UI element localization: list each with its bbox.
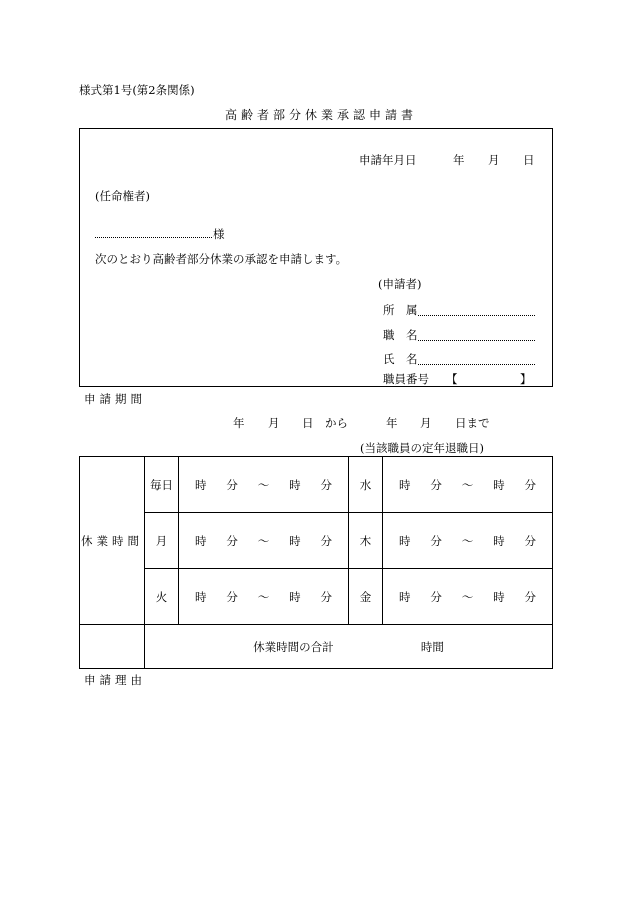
day-label: 火 <box>145 569 179 625</box>
time-range-cell[interactable]: 時 分 〜 時 分 <box>179 569 349 625</box>
period-to-year: 年 <box>386 416 398 430</box>
honorific: 様 <box>213 227 225 241</box>
application-date-day: 日 <box>523 153 535 167</box>
application-date-label: 申請年月日 <box>359 153 417 167</box>
hours-row-label: 休業時間 <box>80 457 145 625</box>
appointer-name-line[interactable] <box>95 237 212 238</box>
time-range-cell[interactable]: 時 分 〜 時 分 <box>179 513 349 569</box>
affiliation-label: 所 属 <box>383 303 418 317</box>
period-from-suffix: から <box>325 416 348 430</box>
period-from-month: 月 <box>268 416 280 430</box>
total-cell[interactable] <box>145 625 553 669</box>
period-from-year: 年 <box>233 416 245 430</box>
position-label: 職 名 <box>383 328 418 342</box>
applicant-heading: (申請者) <box>378 277 422 291</box>
reason-label: 申請理由 <box>84 673 146 687</box>
day-label: 毎日 <box>145 457 179 513</box>
day-label: 月 <box>145 513 179 569</box>
day-label: 水 <box>349 457 383 513</box>
request-sentence: 次のとおり高齢者部分休業の承認を申請します。 <box>95 252 348 266</box>
time-range-cell[interactable]: 時 分 〜 時 分 <box>383 513 553 569</box>
time-range-cell[interactable]: 時 分 〜 時 分 <box>383 457 553 513</box>
table-row <box>80 457 553 513</box>
name-label: 氏 名 <box>383 352 418 366</box>
period-to-day: 日まで <box>455 416 490 430</box>
hours-row-label-spacer <box>80 625 145 669</box>
day-label: 木 <box>349 513 383 569</box>
time-range-cell[interactable]: 時 分 〜 時 分 <box>179 457 349 513</box>
document-title: 高齢者部分休業承認申請書 <box>225 108 418 122</box>
total-row <box>80 625 553 669</box>
time-range-cell[interactable]: 時 分 〜 時 分 <box>383 569 553 625</box>
period-label: 申請期間 <box>84 392 146 406</box>
employee-number-bracket-open: 【 <box>446 372 458 386</box>
period-from-day: 日 <box>302 416 314 430</box>
retirement-note: (当該職員の定年退職日) <box>360 441 484 455</box>
name-line[interactable] <box>418 364 535 365</box>
form-number: 様式第1号(第2条関係) <box>79 83 195 97</box>
application-date-month: 月 <box>488 153 500 167</box>
day-label: 金 <box>349 569 383 625</box>
table-row <box>80 569 553 625</box>
position-line[interactable] <box>418 340 535 341</box>
appointer-label: (任命権者) <box>95 189 150 203</box>
total-label: 休業時間の合計 <box>253 639 334 654</box>
application-date-year: 年 <box>453 153 465 167</box>
table-row <box>80 513 553 569</box>
employee-number-bracket-close: 】 <box>520 372 532 386</box>
employee-number-label: 職員番号 <box>383 372 429 386</box>
affiliation-line[interactable] <box>418 315 535 316</box>
total-unit: 時間 <box>420 639 444 654</box>
period-to-month: 月 <box>420 416 432 430</box>
hours-table <box>79 456 553 669</box>
